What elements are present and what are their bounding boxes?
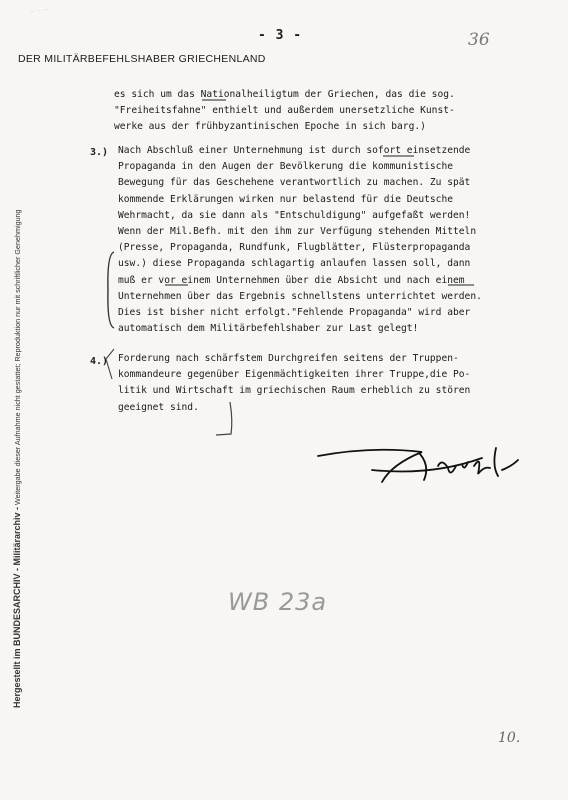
letterhead: DER MILITÄRBEFEHLSHABER GRIECHENLAND bbox=[18, 53, 266, 65]
item-4-number: 4.) bbox=[90, 356, 109, 367]
paragraph-continuation: es sich um das Nationalheiligtum der Griechen, das die sog. "Freiheitsfahne" enthielt und außerdem unersetzliche Kunst- werke aus der frühbyzantinischen Epoche in sich barg.) bbox=[114, 89, 455, 133]
handwritten-page-number: 36 bbox=[468, 30, 490, 50]
archive-stamp: WB 23a bbox=[228, 588, 328, 616]
signature-speidel bbox=[312, 436, 532, 496]
item-3-text: Nach Abschluß einer Unternehmung ist durch sofort einsetzende Propaganda in den Augen der Bevölkerung die kommunistische Bewegung für das Geschehene verantwortlich zu machen. Zu spät kommende Erklärungen wirken nur belastend für die Deutsche Wehrmacht, da sie dann als "Entschuldigung" aufgefaßt werden! Wenn der Mil.Befh. mit den ihm zur Verfügung stehenden Mitteln (Presse, Propaganda, Rundfunk, Flugblätter, Flüsterpropaganda usw.) diese Propaganda schlagartig anlaufen lassen soll, dann muß er vor einem Unternehmen über die Absicht und nach einem Unternehmen über das Ergebnis schnellstens unterrichtet werden. Dies ist bisher nicht erfolgt."Fehlende Propaganda" wird aber automatisch dem Militärbefehlshaber zur Last gelegt! bbox=[118, 145, 482, 335]
item-4-text: Forderung nach schärfstem Durchgreifen seitens der Truppen- kommandeure gegenüber Eigenmächtigkeiten ihrer Truppe,die Po- litik und Wirtschaft im griechischen Raum erheblich zu stören geeignet sind. bbox=[118, 353, 471, 413]
faint-scribble: ~ ~ ~ bbox=[29, 4, 50, 17]
item-3-number: 3.) bbox=[90, 147, 109, 158]
check-mark bbox=[210, 400, 240, 440]
margin-mark bbox=[102, 345, 116, 385]
handwritten-bottom-number: 10. bbox=[498, 730, 521, 746]
page-number: - 3 - bbox=[258, 28, 303, 43]
archive-sidebar-bold: Hergestellt im BUNDESARCHIV - Militärarchiv - bbox=[12, 506, 22, 708]
archive-sidebar-text: Weitergabe dieser Aufnahme nicht gestattet; Reproduktion nur mit schriftlicher Genehmigung bbox=[13, 209, 22, 505]
archive-sidebar-note bbox=[12, 8, 30, 708]
margin-bracket bbox=[104, 250, 116, 330]
